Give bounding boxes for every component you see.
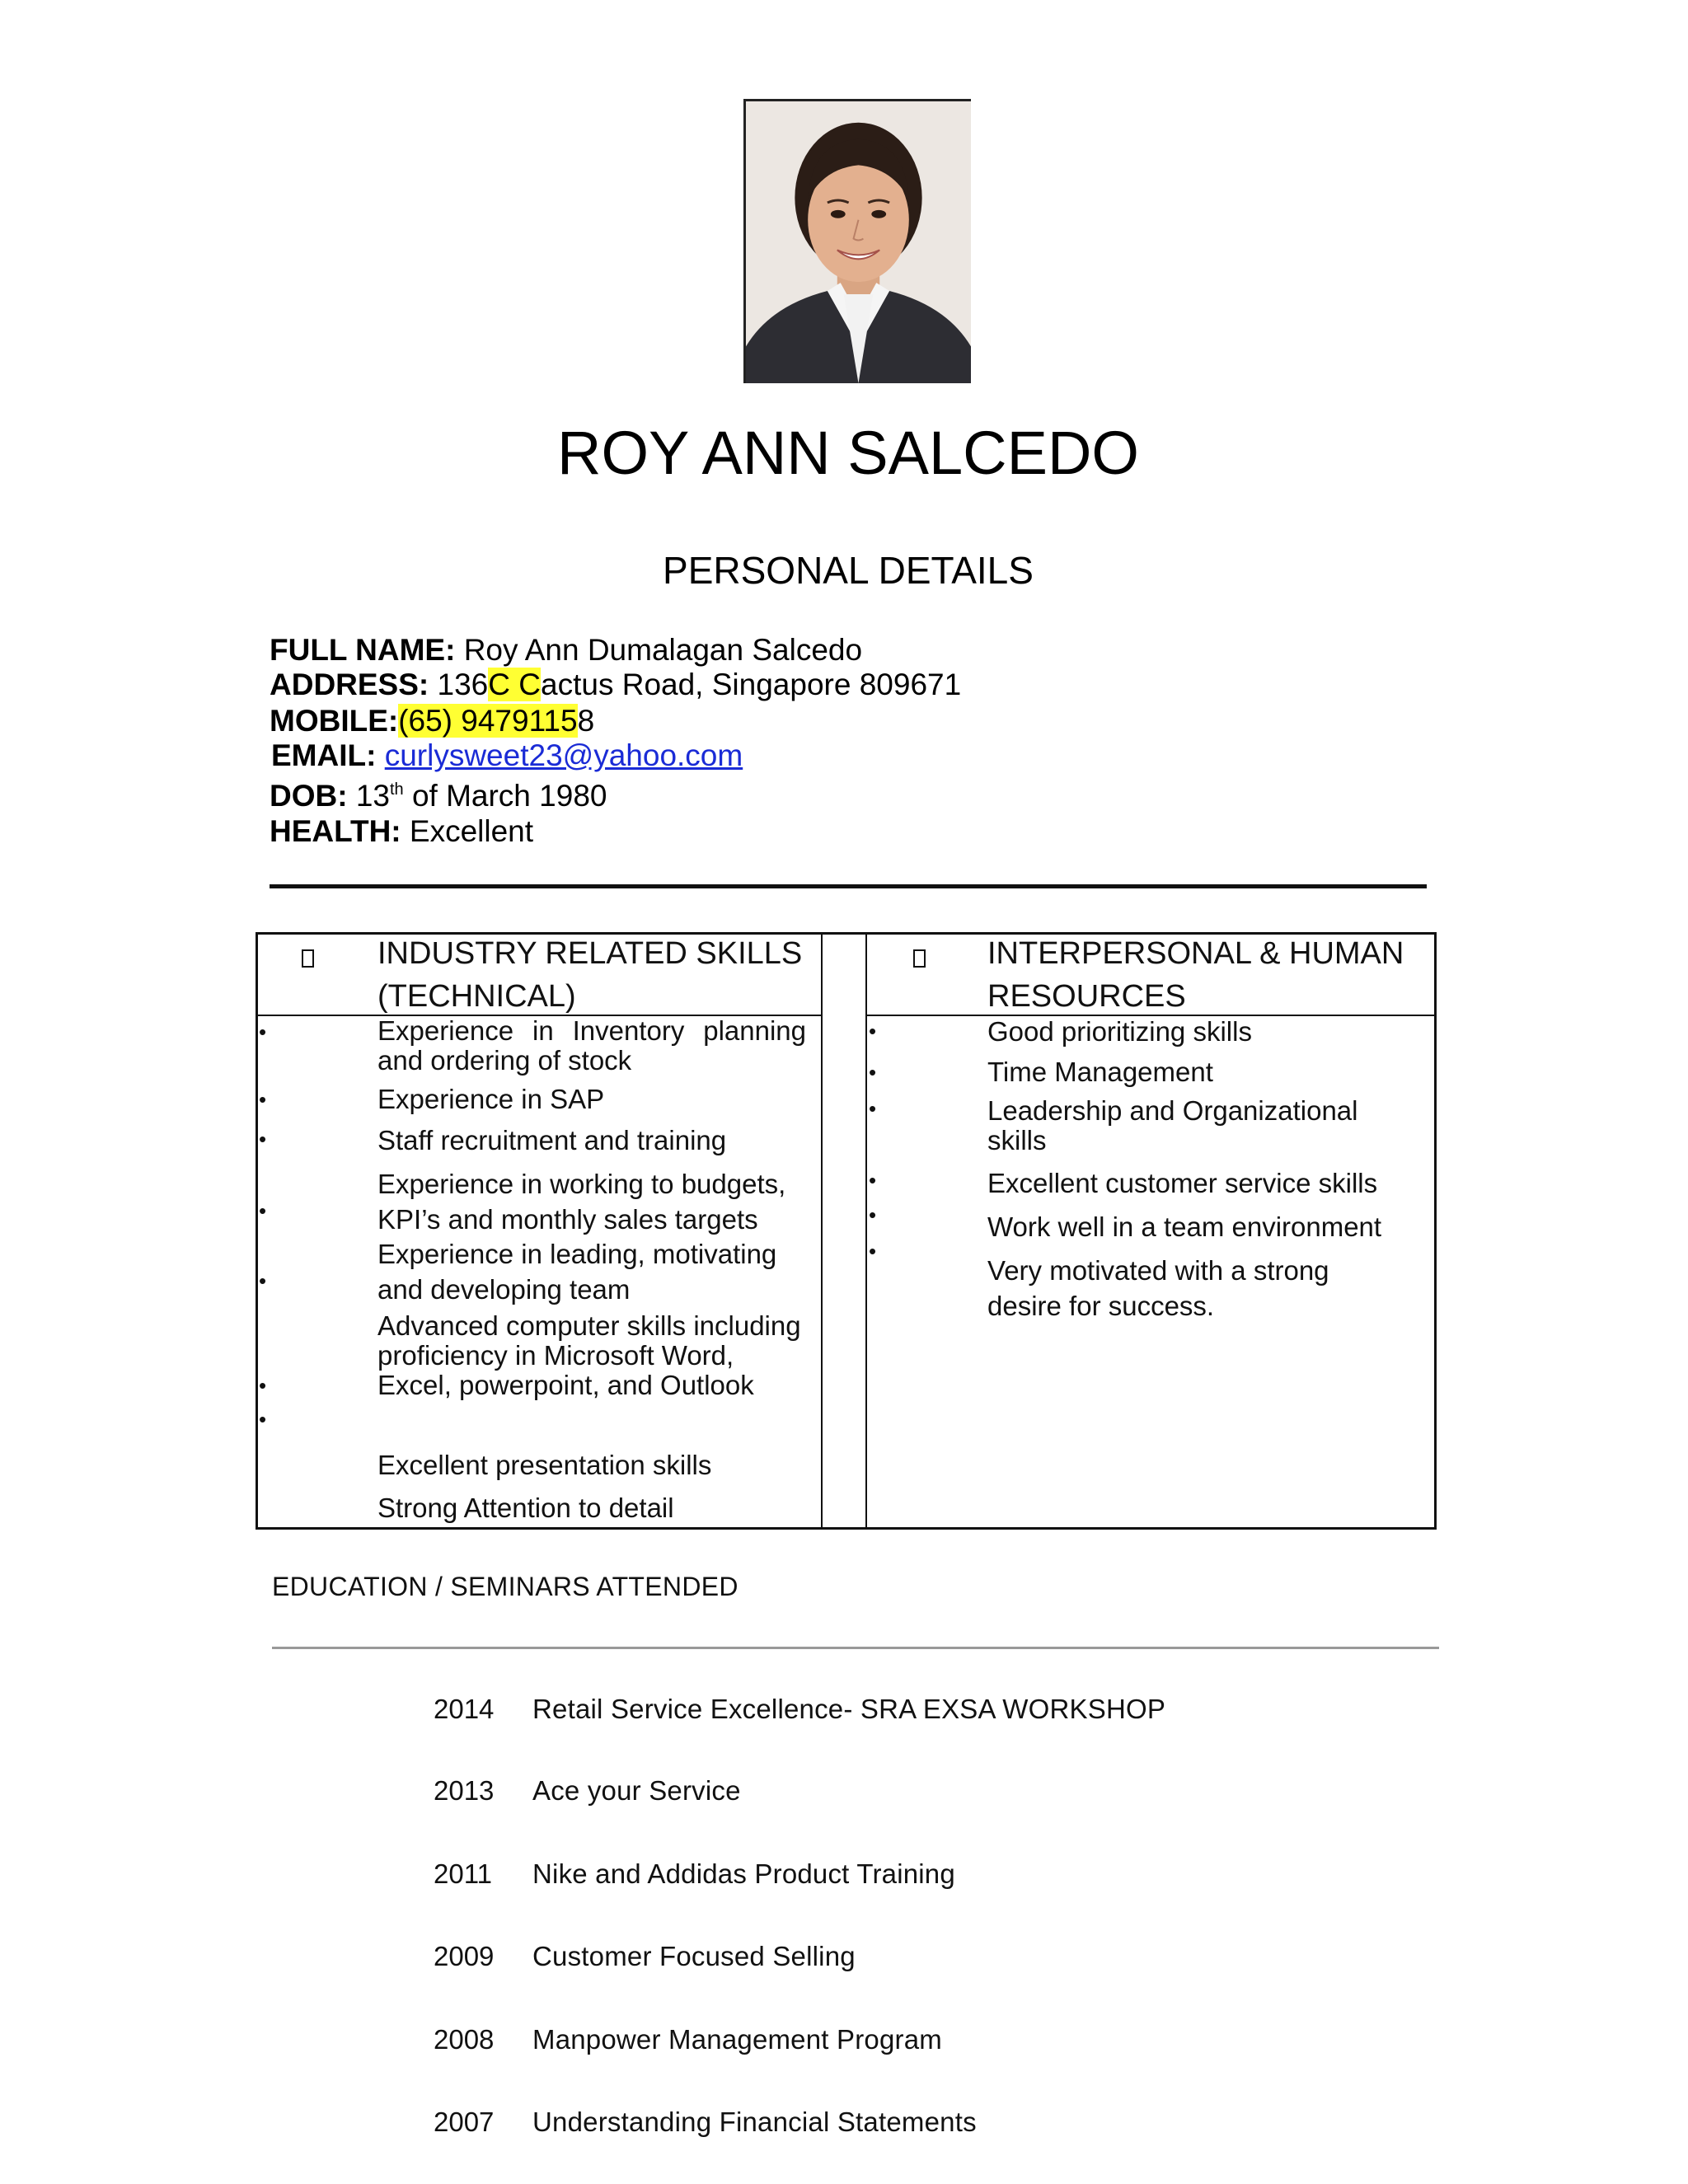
left-skill-item: Staff recruitment and training [377,1125,727,1155]
detail-email [271,738,743,774]
bullet-icon: • [259,1127,267,1151]
left-skill-item: Experience in working to budgets, KPI’s and monthly sales targets [377,1169,786,1235]
full-name-value: Roy Ann Dumalagan Salcedo [463,633,863,667]
mobile-value: (65) 94791158 [398,704,595,738]
address-value: 136C Cactus Road, Singapore 809671 [437,668,962,701]
email-label: EMAIL: [271,738,377,772]
left-skill-item: Experience in leading, motivating and developing team [377,1239,777,1305]
health-label: HEALTH: [270,814,401,848]
education-year: 2014 [434,1694,495,1724]
candidate-name: ROY ANN SALCEDO [557,419,1139,487]
education-year: 2013 [434,1775,495,1806]
education-name: Nike and Addidas Product Training [532,1858,955,1889]
right-skill-item: Leadership and Organizational skills [987,1095,1358,1155]
bullet-icon: • [259,1019,267,1044]
bullet-icon: • [869,1019,877,1043]
detail-mobile [270,703,594,739]
education-year: 2011 [434,1858,492,1889]
checkbox-icon [913,949,926,968]
skills-table [256,932,1437,1530]
section-divider [270,884,1427,888]
right-skill-item: Time Management [987,1057,1213,1087]
education-year: 2009 [434,1941,495,1971]
detail-dob [270,778,607,814]
bullet-icon: • [869,1202,877,1227]
bullet-icon: • [259,1373,267,1398]
address-label: ADDRESS: [270,668,429,701]
education-name: Ace your Service [532,1775,741,1806]
education-name: Manpower Management Program [532,2024,942,2055]
left-skill-item: Advanced computer skills including proficiency in Microsoft Word, Excel, powerpoint, and Outlook [377,1310,801,1400]
bullet-icon: • [259,1268,267,1293]
right-skill-item: Excellent customer service skills [987,1168,1378,1198]
detail-address [270,667,961,703]
personal-details-heading: PERSONAL DETAILS [663,549,1034,592]
right-skill-item: Work well in a team environment [987,1212,1382,1242]
dob-label: DOB: [270,779,348,813]
bullet-icon: • [259,1198,267,1223]
bullet-icon: • [869,1239,877,1263]
left-skill-item: Experience in Inventory planning and ordering of stock [377,1015,806,1076]
health-value: Excellent [409,814,534,848]
left-heading: INDUSTRY RELATED SKILLS (TECHNICAL) [377,936,803,1014]
dob-value: 13th of March 1980 [355,779,607,813]
right-skill-item: Very motivated with a strong desire for success. [987,1255,1329,1321]
left-skill-item: Experience in SAP [377,1084,605,1114]
right-heading: INTERPERSONAL & HUMAN RESOURCES [987,936,1404,1014]
bullet-icon: • [259,1407,267,1432]
education-divider [272,1647,1439,1649]
email-link[interactable]: curlysweet23@yahoo.com [384,738,743,772]
bullet-icon: • [869,1168,877,1193]
portrait-image [746,101,971,383]
table-border-left [256,932,258,1530]
full-name-label: FULL NAME: [270,633,456,667]
checkbox-icon [302,949,314,968]
detail-health [270,813,533,850]
education-heading: EDUCATION / SEMINARS ATTENDED [272,1572,738,1601]
education-name: Retail Service Excellence- SRA EXSA WORKSHOP [532,1694,1166,1724]
bullet-icon: • [869,1096,877,1121]
education-year: 2007 [434,2107,495,2137]
left-skill-item: Strong Attention to detail [377,1493,674,1523]
table-divider-2 [865,932,867,1530]
right-skill-item: Good prioritizing skills [987,1016,1252,1047]
bullet-icon: • [259,1087,267,1112]
education-name: Understanding Financial Statements [532,2107,977,2137]
table-border-right [1434,932,1437,1530]
table-border-bottom [256,1527,1437,1530]
left-skill-item: Excellent presentation skills [377,1450,712,1480]
mobile-label: MOBILE: [270,704,399,738]
education-name: Customer Focused Selling [532,1941,856,1971]
detail-full-name [270,632,862,668]
bullet-icon: • [869,1060,877,1085]
table-divider-1 [821,932,823,1530]
education-year: 2008 [434,2024,495,2055]
profile-photo [743,99,971,383]
